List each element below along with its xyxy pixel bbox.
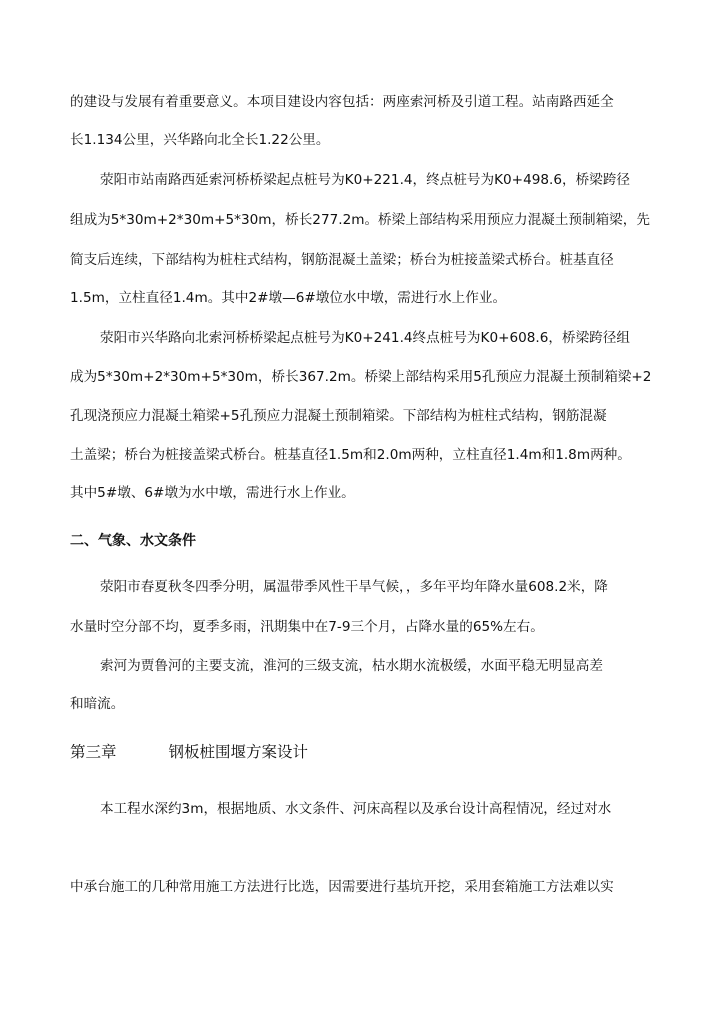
paragraph-zhannan-line-4: 1.5m，立柱直径1.4m。其中2#墩—6#墩位水中墩，需进行水上作业。	[70, 290, 507, 306]
paragraph-climate-line-1: 荥阳市春夏秋冬四季分明，属温带季风性干旱气候，，多年平均年降水量608.2米，降	[100, 579, 608, 595]
paragraph-design-line-2: 中承台施工的几种常用施工方法进行比选，因需要进行基坑开挖，采用套箱施工方法难以实	[70, 879, 614, 895]
paragraph-river-line-1: 索河为贾鲁河的主要支流，淮河的三级支流，枯水期水流极缓，水面平稳无明显高差	[100, 658, 603, 674]
paragraph-xinghua-line-5: 其中5#墩、6#墩为水中墩，需进行水上作业。	[70, 485, 355, 501]
paragraph-design-line-1: 本工程水深约3m，根据地质、水文条件、河床高程以及承台设计高程情况，经过对水	[100, 801, 612, 817]
paragraph-xinghua-line-2: 成为5*30m+2*30m+5*30m，桥长367.2m。桥梁上部结构采用5孔预应力混凝土预制箱梁+2	[70, 369, 652, 385]
section-heading-climate: 二、气象、水文条件	[70, 533, 196, 549]
paragraph-xinghua-line-4: 土盖梁；桥台为桩接盖梁式桥台。桩基直径1.5m和2.0m两种，立柱直径1.4m和1.8m两种。	[70, 447, 631, 463]
paragraph-climate-line-2: 水量时空分部不均，夏季多雨，汛期集中在7-9三个月，占降水量的65%左右。	[70, 619, 544, 635]
paragraph-zhannan-line-3: 简支后连续，下部结构为桩柱式结构，钢筋混凝土盖梁；桥台为桩接盖梁式桥台。桩基直径	[70, 252, 614, 268]
paragraph-intro-line-2: 长1.134公里，兴华路向北全长1.22公里。	[70, 132, 330, 148]
chapter-title: 钢板桩围堰方案设计	[168, 743, 309, 761]
chapter-heading	[70, 742, 656, 762]
paragraph-zhannan-line-2: 组成为5*30m+2*30m+5*30m，桥长277.2m。桥梁上部结构采用预应力混凝土预制箱梁，先	[70, 212, 650, 228]
paragraph-zhannan-line-1: 荥阳市站南路西延索河桥桥梁起点桩号为K0+221.4，终点桩号为K0+498.6，桥梁跨径	[100, 172, 630, 188]
paragraph-xinghua-line-1: 荥阳市兴华路向北索河桥桥梁起点桩号为K0+241.4终点桩号为K0+608.6，桥梁跨径组	[100, 330, 630, 346]
paragraph-river-line-2: 和暗流。	[70, 696, 125, 712]
paragraph-intro-line-1: 的建设与发展有着重要意义。本项目建设内容包括：两座索河桥及引道工程。站南路西延全	[70, 94, 614, 110]
chapter-number: 第三章	[70, 743, 117, 761]
paragraph-xinghua-line-3: 孔现浇预应力混凝土箱梁+5孔预应力混凝土预制箱梁。下部结构为桩柱式结构，钢筋混凝	[70, 408, 607, 424]
